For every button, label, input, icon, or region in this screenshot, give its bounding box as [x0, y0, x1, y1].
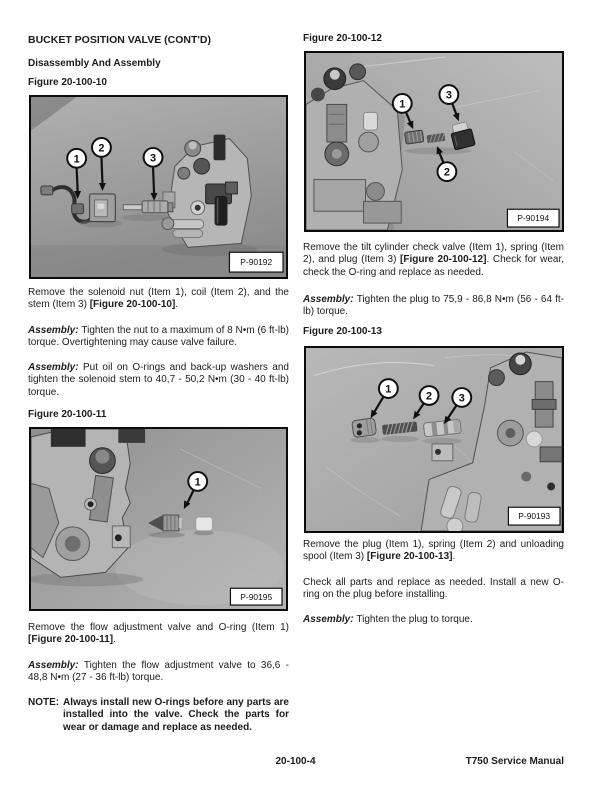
photo-id-text: P-90195: [240, 592, 273, 603]
photo-id-text: P-90192: [240, 257, 273, 268]
text-run: Check all parts and replace as needed. Install a new O-ring on the plug before installing.: [303, 577, 564, 601]
paragraph: [303, 539, 564, 564]
text-run: Put oil on O-rings and back-up washers and tighten the solenoid stem to 40,7 - 50,2 N•m (30 - 40 ft-lb) torque.: [28, 362, 289, 398]
note-text: Always install new O-rings before any parts are installed into the valve. Check the parts for wear or damage and replace as needed.: [63, 697, 289, 733]
text-run: . Check for wear, check the O-ring and replace as needed.: [303, 254, 564, 278]
paragraph: [303, 294, 564, 319]
paragraph: [28, 622, 289, 647]
text-run: Tighten the nut to a maximum of 8 N•m (6 ft-lb) torque. Overtightening may cause valve failure.: [28, 325, 290, 349]
callout-3-number: 3: [458, 392, 465, 405]
figure-reference: [Figure 20-100-10]: [89, 299, 176, 311]
photo-scene: [31, 429, 286, 609]
photo-id-text: P-90194: [517, 213, 550, 224]
photo-id-text: P-90193: [518, 511, 551, 522]
paragraph: [28, 660, 289, 685]
figure-13-photo: [304, 346, 564, 533]
footer-page-number: 20-100-4: [275, 756, 316, 767]
figure-11-photo: [29, 427, 288, 611]
text-run: Remove the plug (Item 1), spring (Item 2) and unloading spool (Item 3): [303, 539, 564, 563]
text-run: Tighten the plug to torque.: [356, 614, 473, 625]
callout-2-number: 2: [443, 166, 450, 179]
assembly-label: Assembly:: [303, 294, 357, 305]
text-run: Tighten the plug to 75,9 - 86,8 N•m (56 - 64 ft-lb) torque.: [303, 294, 565, 318]
text-run: .: [113, 634, 116, 646]
photo-id-label: [229, 252, 283, 272]
figure-12-photo: [304, 51, 564, 232]
callout-2-number: 2: [98, 142, 105, 155]
section-title: BUCKET POSITION VALVE (CONT'D): [28, 34, 211, 46]
photo-scene: [306, 348, 562, 531]
callout-1-number: 1: [385, 383, 392, 396]
figure-reference: [Figure 20-100-12]: [400, 254, 487, 266]
callout-1-number: 1: [73, 153, 80, 166]
text-run: .: [175, 299, 179, 311]
footer-manual-title: T750 Service Manual: [465, 756, 564, 767]
callout-3-number: 3: [150, 152, 157, 165]
paragraph: [303, 614, 564, 626]
figure-reference: [Figure 20-100-11]: [28, 634, 114, 646]
paragraph: [28, 325, 289, 350]
photo-id-label: [230, 588, 282, 605]
figure-10-caption: Figure 20-100-10: [28, 77, 107, 88]
paragraph: [28, 287, 289, 312]
subsection-title: Disassembly And Assembly: [28, 58, 161, 69]
text-run: .: [452, 551, 456, 563]
assembly-label: Assembly:: [303, 614, 357, 625]
assembly-label: Assembly:: [28, 325, 82, 336]
text-run: Remove the solenoid nut (Item 1), coil (Item 2), and the stem (Item 3): [28, 287, 289, 311]
figure-10-photo: [29, 95, 288, 279]
note-label: NOTE:: [28, 697, 60, 708]
callout-1-number: 1: [399, 98, 406, 111]
figure-reference: [Figure 20-100-13]: [366, 551, 453, 563]
note-block: [28, 697, 289, 734]
photo-id-label: [507, 209, 559, 227]
callout-3-number: 3: [445, 89, 452, 102]
paragraph: [303, 242, 564, 279]
assembly-label: Assembly:: [28, 362, 83, 373]
assembly-label: Assembly:: [28, 660, 84, 671]
figure-12-caption: Figure 20-100-12: [303, 33, 382, 44]
paragraph: [303, 577, 564, 602]
text-run: Remove the flow adjustment valve and O-ring (Item 1): [28, 622, 289, 633]
callout-2-number: 2: [426, 390, 433, 403]
figure-13-caption: Figure 20-100-13: [303, 326, 382, 337]
photo-id-label: [508, 507, 560, 525]
text-run: Tighten the flow adjustment valve to 36,6 - 48,8 N•m (27 - 36 ft-lb) torque.: [28, 660, 289, 684]
paragraph: [28, 362, 289, 399]
text-run: Remove the tilt cylinder check valve (Item 1), spring (Item 2), and plug (Item 3): [303, 242, 564, 266]
photo-scene: [31, 97, 286, 277]
callout-1-number: 1: [194, 476, 201, 489]
photo-scene: [306, 53, 562, 230]
figure-11-caption: Figure 20-100-11: [28, 409, 107, 420]
